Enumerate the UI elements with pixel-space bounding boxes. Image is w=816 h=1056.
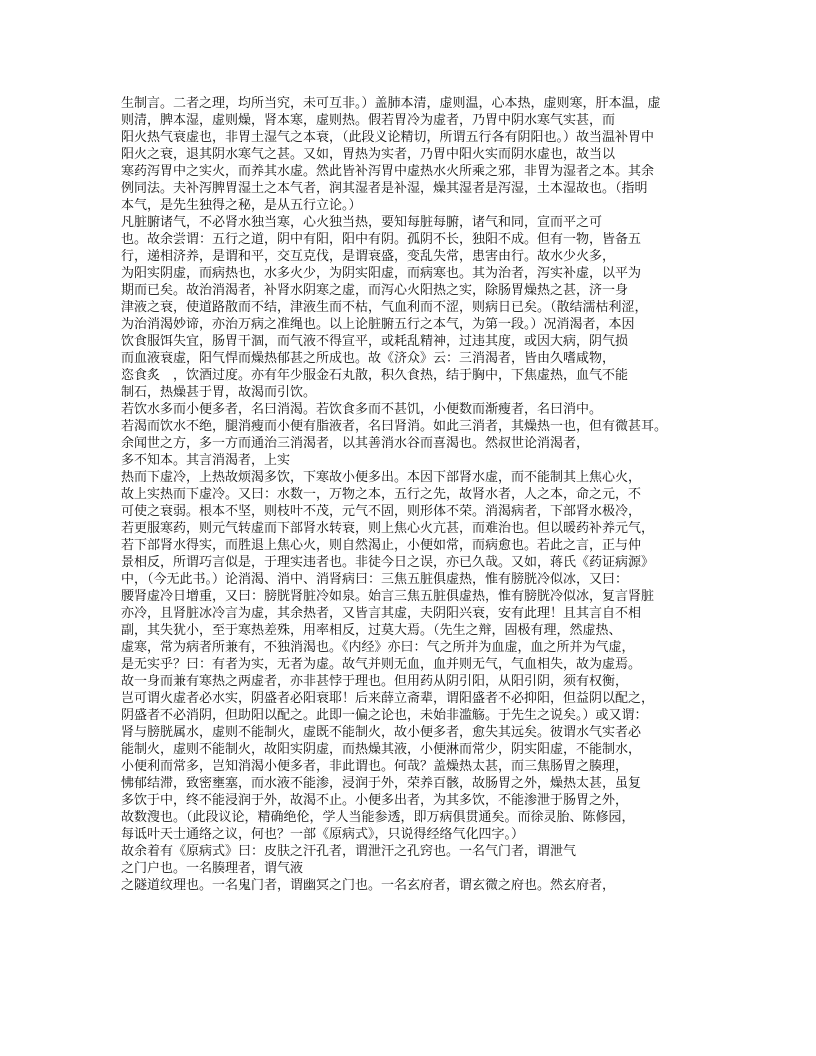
text-line: 本气，是先生独得之秘，是从五行立论。）: [121, 198, 362, 213]
text-line: 虚寒，常为病者所兼有，不独消渴也。《内经》亦曰：气之所并为血虚，血之所并为气虚，: [121, 640, 635, 655]
text-line: 也。故余尝谓：五行之道，阴中有阳，阳中有阴。孤阴不长，独阳不成。但有一物，皆备五: [121, 232, 642, 247]
text-line: 余闻世之方，多一方而通治三消渴者，以其善消水谷而喜渴也。然叔世论消渴者，: [121, 436, 590, 451]
text-line: 行，递相济养，是谓和平，交互克伐，是谓衰盛，变乱失常，患害由行。故水少火多，: [121, 249, 616, 264]
text-line: 肾与膀胱属水，虚则不能制火，虚既不能制火，故小便多者，愈失其远矣。彼谓水气实者必: [121, 725, 642, 740]
text-line: 岂可谓火虚者必水实，阴盛者必阳衰耶！后来薛立斋辈，谓阳盛者不必抑阳，但益阴以配之，: [121, 691, 655, 706]
text-line: 津液之衰，使道路散而不结，津液生而不枯，气血利而不涩，则病日已矣。（散结濡枯利涩，: [121, 300, 648, 315]
text-line: 生制言。二者之理，均所当究，未可互非。）盖肺本清，虚则温，心本热，虚则寒，肝本温，虚: [121, 96, 661, 111]
text-line: 饮食服饵失宜，肠胃干涸，而气液不得宣平，或耗乱精神，过违其度，或因大病，阴气损: [121, 334, 629, 349]
text-line: 故上实热而下虚冷。又曰：水数一，万物之本，五行之先，故肾水者，人之本，命之元，不: [121, 487, 642, 502]
text-line: 之门户也。一名腠理者，谓气液: [121, 861, 304, 876]
text-line: 多不知本。其言消渴者，上实: [121, 453, 291, 468]
text-line: 故数溲也。（此段议论，精确绝伦，学人当能参透，即万病俱贯通矣。而徐灵胎、陈修园，: [121, 810, 635, 825]
text-line: 之隧道纹理也。一名鬼门者，谓幽冥之门也。一名玄府者，谓玄微之府也。然玄府者，: [121, 878, 616, 893]
text-line: 若下部肾水得实，而胜退上焦心火，则自然渴止，小便如常，而病愈也。若此之言，正与仲: [121, 538, 642, 553]
text-line: 制石，热燥甚于胃，故渴而引饮。: [121, 385, 317, 400]
text-line: 恣食炙 ，饮酒过度。亦有年少服金石丸散，积久食热，结于胸中，下焦虚热，血气不能: [121, 368, 629, 383]
text-line: 每诋叶天士通络之议，何也？一部《原病式》，只说得经络气化四字。）: [121, 827, 525, 842]
text-line: 寒药泻胃中之实火，而养其水虚。然此皆补泻胃中虚热水火所乘之邪，非胃为湿者之本。其余: [121, 164, 655, 179]
text-line: 阳火之衰，退其阴水寒气之甚。又如，胃热为实者，乃胃中阳火实而阴水虚也，故当以: [121, 147, 616, 162]
text-line: 为治消渴妙谛，亦治万病之准绳也。以上论脏腑五行之本气，为第一段。）况消渴者，本因: [121, 317, 635, 332]
text-line: 多饮于中，终不能浸润于外，故渴不止。小便多出者，为其多饮，不能渗泄于肠胃之外，: [121, 793, 629, 808]
text-line: 期而已矣。故治消渴者，补肾水阴寒之虚，而泻心火阳热之实，除肠胃燥热之甚，济一身: [121, 283, 629, 298]
text-line: 故余着有《原病式》曰：皮肤之汗孔者，谓泄汗之孔窍也。一名气门者，谓泄气: [121, 844, 577, 859]
text-line: 中，（今无此书。）论消渴、消中、消肾病曰：三焦五脏俱虚热，惟有膀胱冷似冰，又曰：: [121, 572, 629, 587]
text-line: 亦冷，且肾脏冰冷言为虚，其余热者，又皆言其虚，夫阴阳兴衰，安有此理！且其言自不相: [121, 606, 642, 621]
text-line: 阴盛者不必消阴，但助阳以配之。此即一偏之论也，未始非滥觞。于先生之说矣。）或又谓：: [121, 708, 648, 723]
text-line: 若渴而饮水不绝，腿消瘦而小便有脂液者，名曰肾消。如此三消者，其燥热一也，但有微甚耳。: [121, 419, 668, 434]
text-line: 热而下虚冷，上热故烦渴多饮，下寒故小便多出。本因下部肾水虚，而不能制其上焦心火，: [121, 470, 642, 485]
text-line: 阳火热气衰虚也，非胃土湿气之本衰，（此段义论精切，所谓五行各有阴阳也。）故当温补胃中: [121, 130, 655, 145]
text-line: 凡脏腑诸气，不必肾水独当寒，心火独当热，要知每脏每腑，诸气和同，宣而平之可: [121, 215, 603, 230]
text-line: 为阳实阴虚，而病热也，水多火少，为阴实阳虚，而病寒也。其为治者，泻实补虚，以平为: [121, 266, 642, 281]
text-line: 故一身而兼有寒热之两虚者，亦非甚悖于理也。但用药从阴引阳，从阳引阴，须有权衡，: [121, 674, 629, 689]
text-line: 景相反，所谓巧言似是，于理实违者也。非徒今日之误，亦已久哉。又如，蒋氏《药证病源》: [121, 555, 655, 570]
text-line: 怫郁结滞，致密壅塞，而水液不能渗，浸润于外，荣养百骸，故肠胃之外，燥热太甚，虽复: [121, 776, 642, 791]
text-line: 例同法。夫补泻脾胃湿土之本气者，润其湿者是补湿，燥其湿者是泻湿，土本湿故也。（指明: [121, 181, 648, 196]
text-line: 可使之衰弱。根本不坚，则枝叶不茂，元气不固，则形体不荣。消渴病者，下部肾水极冷，: [121, 504, 642, 519]
text-line: 腰肾虚冷日增重，又曰：膀胱肾脏冷如泉。始言三焦五脏俱虚热，惟有膀胱冷似冰，复言肾脏: [121, 589, 655, 604]
text-line: 若饮水多而小便多者，名曰消渴。若饮食多而不甚饥，小便数而渐瘦者，名曰消中。: [121, 402, 603, 417]
text-line: 若更服寒药，则元气转虚而下部肾水转衰，则上焦心火亢甚，而难治也。但以暖药补养元气，: [121, 521, 655, 536]
text-line: 是无实乎？曰：有者为实，无者为虚。故气并则无血，血并则无气，气血相失，故为虚焉。: [121, 657, 642, 672]
text-line: 副，其失犹小，至于寒热差殊，用率相反，过莫大焉。（先生之辩，固极有理，然虚热、: [121, 623, 622, 638]
text-line: 而血液衰虚，阳气悍而燥热郁甚之所成也。故《济众》云：三消渴者，皆由久嗜咸物，: [121, 351, 616, 366]
text-line: 小便利而常多，岂知消渴小便多者，非此谓也。何哉？盖燥热太甚，而三焦肠胃之腠理，: [121, 759, 629, 774]
text-line: 能制火，虚则不能制火，故阳实阴虚，而热燥其液，小便淋而常少，阴实阳虚，不能制水，: [121, 742, 642, 757]
text-line: 则清，脾本湿，虚则燥，肾本寒，虚则热。假若胃冷为虚者，乃胃中阴水寒气实甚，而: [121, 113, 616, 128]
